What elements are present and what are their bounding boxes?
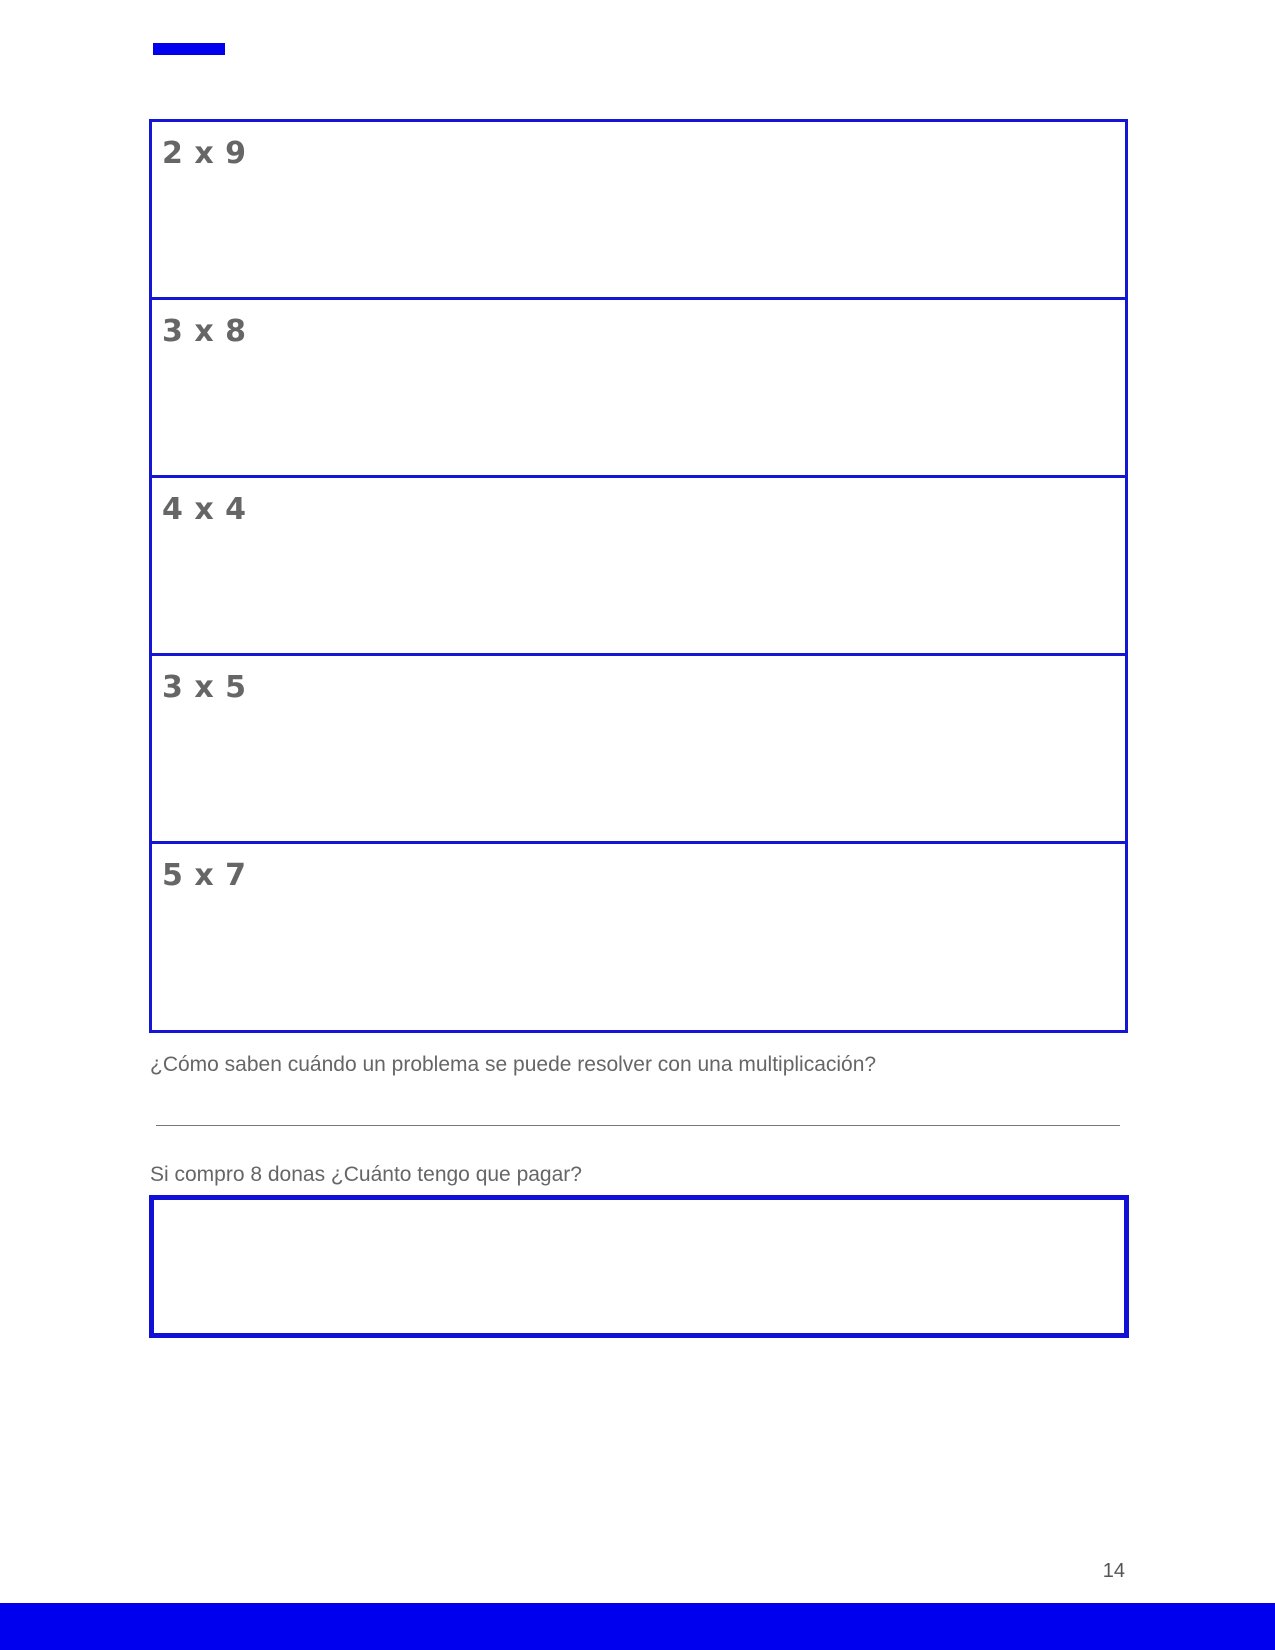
exercise-cell[interactable] bbox=[152, 122, 1125, 300]
answer-line[interactable] bbox=[156, 1125, 1120, 1126]
header-accent-bar bbox=[153, 43, 225, 55]
footer-bar bbox=[0, 1603, 1275, 1650]
exercise-label: 2 x 9 bbox=[162, 136, 247, 171]
exercise-cell[interactable] bbox=[152, 478, 1125, 656]
exercise-label: 3 x 5 bbox=[162, 670, 247, 705]
question-multiplication: ¿Cómo saben cuándo un problema se puede resolver con una multiplicación? bbox=[150, 1053, 877, 1076]
exercise-label: 4 x 4 bbox=[162, 492, 247, 527]
answer-box[interactable] bbox=[149, 1195, 1129, 1338]
exercise-cell[interactable] bbox=[152, 300, 1125, 478]
question-donuts: Si compro 8 donas ¿Cuánto tengo que pagar? bbox=[150, 1163, 582, 1186]
page-number: 14 bbox=[1102, 1560, 1125, 1582]
exercise-label: 5 x 7 bbox=[162, 858, 247, 893]
exercise-cell[interactable] bbox=[152, 844, 1125, 1030]
multiplication-grid bbox=[149, 119, 1128, 1033]
exercise-label: 3 x 8 bbox=[162, 314, 247, 349]
exercise-cell[interactable] bbox=[152, 656, 1125, 844]
